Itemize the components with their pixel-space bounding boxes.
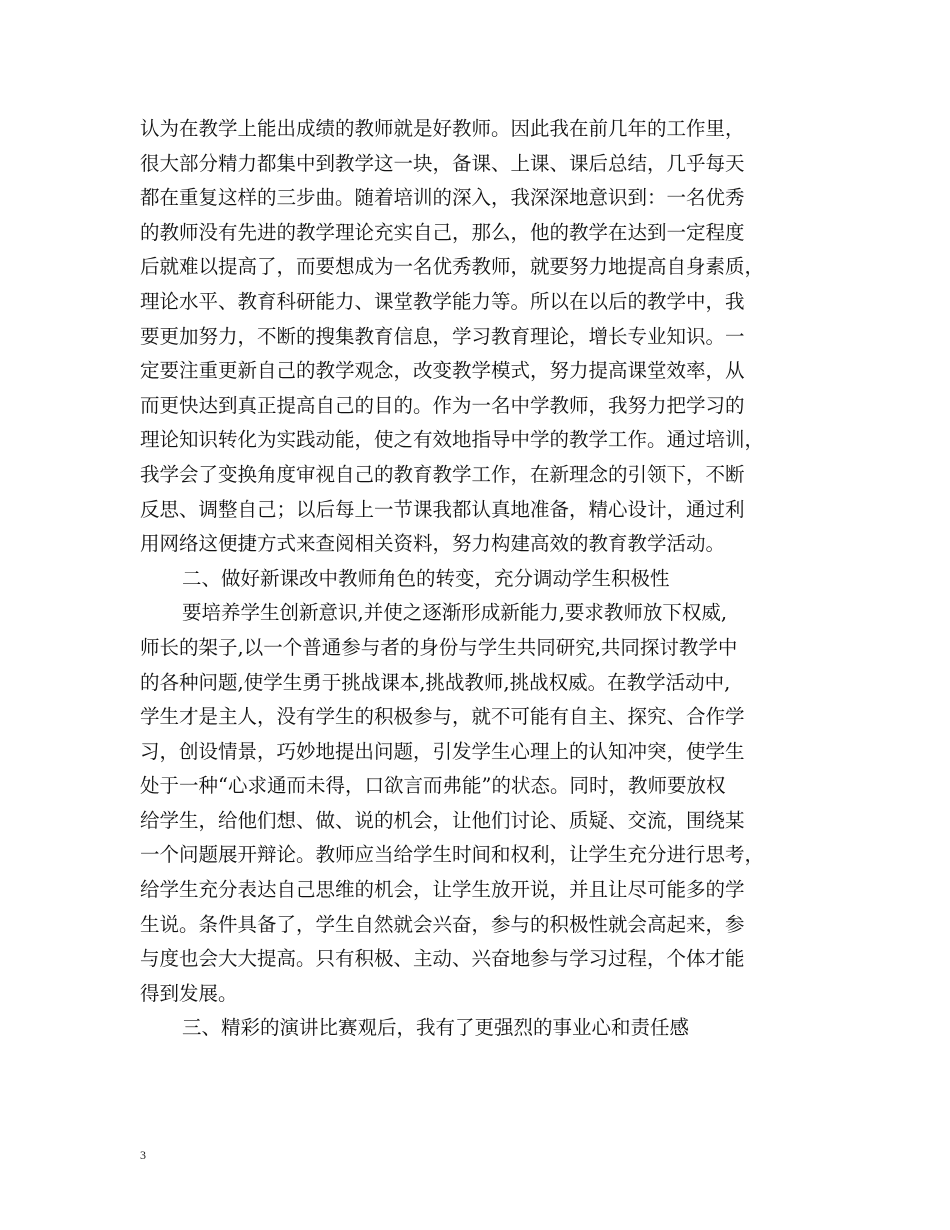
text-line: 我学会了变换角度审视自己的教育教学工作，在新理念的引领下，不断 <box>140 462 745 486</box>
text-line: 而更快达到真正提高自己的目的。作为一名中学教师，我努力把学习的 <box>140 393 745 417</box>
text-line: 生说。条件具备了，学生自然就会兴奋，参与的积极性就会高起来，参 <box>140 912 745 936</box>
text-line: 的各种问题,使学生勇于挑战课本,挑战教师,挑战权威。在教学活动中, <box>140 670 731 694</box>
text-line: 理论知识转化为实践动能，使之有效地指导中学的教学工作。通过培训， <box>140 428 765 452</box>
text-line: 定要注重更新自己的教学观念，改变教学模式，努力提高课堂效率，从 <box>140 359 745 383</box>
text-line: 给学生，给他们想、做、说的机会，让他们讨论、质疑、交流，围绕某 <box>140 808 745 832</box>
text-line: 的教师没有先进的教学理论充实自己，那么，他的教学在达到一定程度 <box>140 220 745 244</box>
text-line: 学生才是主人，没有学生的积极参与，就不可能有自主、探究、合作学 <box>140 705 745 729</box>
paragraph-start-line: 要培养学生创新意识,并使之逐渐形成新能力,要求教师放下权威, <box>182 601 728 625</box>
text-line: 认为在教学上能出成绩的教师就是好教师。因此我在前几年的工作里， <box>140 117 745 140</box>
text-line: 师长的架子,以一个普通参与者的身份与学生共同研究,共同探讨教学中 <box>140 635 738 659</box>
section-heading: 三、精彩的演讲比赛观后，我有了更强烈的事业心和责任感 <box>182 1016 690 1040</box>
text-line: 都在重复这样的三步曲。随着培训的深入，我深深地意识到：一名优秀 <box>140 186 745 210</box>
text-line: 要更加努力，不断的搜集教育信息，学习教育理论，增长专业知识。一 <box>140 324 745 348</box>
body-text <box>140 112 830 1046</box>
text-line: 很大部分精力都集中到教学这一块，备课、上课、课后总结，几乎每天 <box>140 151 745 175</box>
text-line: 习，创设情景，巧妙地提出问题，引发学生心理上的认知冲突，使学生 <box>140 739 745 763</box>
page-number: 3 <box>140 1148 146 1162</box>
text-line: 给学生充分表达自己思维的机会，让学生放开说，并且让尽可能多的学 <box>140 878 745 902</box>
text-line: 与度也会大大提高。只有积极、主动、兴奋地参与学习过程，个体才能 <box>140 947 745 971</box>
text-line: 一个问题展开辩论。教师应当给学生时间和权利，让学生充分进行思考， <box>140 843 765 867</box>
text-line: 后就难以提高了，而要想成为一名优秀教师，就要努力地提高自身素质， <box>140 255 765 279</box>
text-line: 用网络这便捷方式来查阅相关资料，努力构建高效的教育教学活动。 <box>140 532 726 556</box>
section-heading: 二、做好新课改中教师角色的转变，充分调动学生积极性 <box>182 566 670 590</box>
text-line: 处于一种“心求通而未得，口欲言而弗能”的状态。同时，教师要放权 <box>140 774 726 798</box>
text-line: 理论水平、教育科研能力、课堂教学能力等。所以在以后的教学中，我 <box>140 289 745 313</box>
text-line: 得到发展。 <box>140 981 238 1005</box>
text-line: 反思、调整自己；以后每上一节课我都认真地准备，精心设计，通过利 <box>140 497 745 521</box>
